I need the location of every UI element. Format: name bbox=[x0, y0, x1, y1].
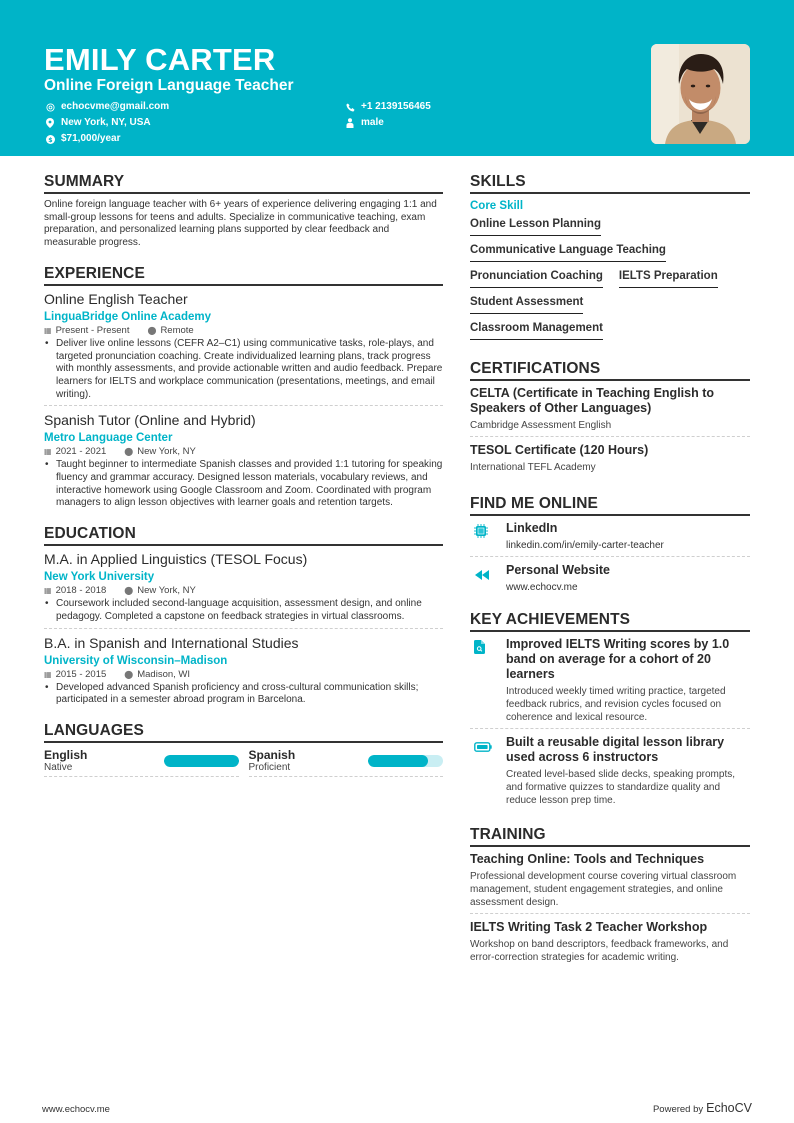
achievement-item bbox=[470, 735, 750, 811]
certification-item bbox=[470, 443, 750, 478]
money-icon bbox=[44, 135, 56, 144]
training-title: Teaching Online: Tools and Techniques bbox=[470, 852, 705, 866]
degree: B.A. in Spanish and International Studies bbox=[44, 634, 299, 651]
languages-section bbox=[44, 721, 443, 777]
degree: M.A. in Applied Linguistics (TESOL Focus) bbox=[44, 551, 308, 568]
location-text: New York, NY, USA bbox=[61, 117, 151, 128]
achievement-desc: Introduced weekly timed writing practice, targeted feedback rubrics, and revision cycles focused on coherence and lexical resource. bbox=[506, 686, 726, 723]
phone-icon bbox=[344, 103, 356, 112]
svg-text:$: $ bbox=[47, 136, 53, 144]
edu-meta bbox=[44, 585, 443, 597]
job-title: Online English Teacher bbox=[44, 290, 188, 307]
calendar-icon: ▦ bbox=[44, 325, 52, 335]
summary-heading: SUMMARY bbox=[44, 172, 443, 194]
candidate-name: EMILY CARTER bbox=[44, 42, 276, 77]
language-list bbox=[44, 748, 443, 777]
edu-location: Madison, WI bbox=[137, 668, 191, 680]
phone-text: +1 2139156465 bbox=[361, 101, 431, 112]
certification-issuer: International TEFL Academy bbox=[470, 462, 596, 473]
language-bar-fill bbox=[368, 755, 428, 767]
certification-title: CELTA (Certificate in Teaching English to Speakers of Other Languages) bbox=[470, 386, 714, 415]
bullet-dot: • bbox=[45, 459, 49, 471]
education-entry bbox=[44, 551, 443, 628]
training-item bbox=[470, 920, 750, 968]
footer-powered-by[interactable] bbox=[653, 1101, 752, 1115]
job-meta bbox=[44, 446, 443, 458]
skill-tag: Pronunciation Coaching bbox=[470, 269, 603, 288]
resume-header bbox=[0, 0, 794, 156]
calendar-icon: ▦ bbox=[44, 669, 52, 679]
online-link-item[interactable] bbox=[470, 521, 750, 557]
online-heading: FIND ME ONLINE bbox=[470, 494, 750, 516]
experience-entry bbox=[44, 412, 443, 514]
contact-location bbox=[44, 117, 151, 129]
employer: Metro Language Center bbox=[44, 432, 173, 445]
bullet-text: Developed advanced Spanish proficiency and cross-cultural communication skills; participated in a semester abroad program in Barcelona. bbox=[56, 681, 419, 706]
job-location: Remote bbox=[160, 324, 194, 336]
skill-tag: Classroom Management bbox=[470, 321, 603, 340]
profile-photo bbox=[651, 44, 750, 144]
achievement-item bbox=[470, 637, 750, 729]
map-pin-icon: ⬤ bbox=[124, 586, 134, 596]
language-bar bbox=[368, 755, 443, 767]
skill-tag: IELTS Preparation bbox=[619, 269, 718, 288]
map-pin-icon: ⬤ bbox=[124, 669, 134, 679]
job-dates: Present - Present bbox=[55, 324, 130, 336]
job-title: Spanish Tutor (Online and Hybrid) bbox=[44, 412, 256, 429]
contact-salary bbox=[44, 133, 121, 145]
skill-category: Core Skill bbox=[470, 200, 524, 212]
language-bar bbox=[164, 755, 239, 767]
job-bullet bbox=[44, 338, 443, 402]
calendar-icon: ▦ bbox=[44, 447, 52, 457]
language-bar-fill bbox=[164, 755, 239, 767]
bullet-dot: • bbox=[45, 337, 49, 349]
at-icon bbox=[44, 103, 56, 112]
school: New York University bbox=[44, 571, 155, 584]
job-dates: 2021 - 2021 bbox=[55, 446, 107, 458]
languages-heading: LANGUAGES bbox=[44, 721, 443, 743]
language-name: Spanish bbox=[248, 747, 296, 762]
training-title: IELTS Writing Task 2 Teacher Workshop bbox=[470, 920, 708, 934]
summary-text: Online foreign language teacher with 6+ years of experience delivering engaging 1:1 and small-group lessons for teens and adults. Specialize in communicative teaching, exam preparation, and personalized learning plans supported by clear feedback and measurable progress. bbox=[44, 199, 437, 249]
education-section bbox=[44, 524, 443, 711]
job-bullet bbox=[44, 459, 443, 510]
education-entry bbox=[44, 635, 443, 711]
skill-tag: Online Lesson Planning bbox=[470, 217, 601, 236]
employer: LinguaBridge Online Academy bbox=[44, 310, 211, 323]
contact-gender bbox=[344, 117, 384, 129]
language-item bbox=[44, 748, 239, 777]
achievements-heading: KEY ACHIEVEMENTS bbox=[470, 610, 750, 632]
experience-section bbox=[44, 264, 443, 514]
salary-text: $71,000/year bbox=[61, 133, 121, 144]
skills-section bbox=[470, 172, 750, 343]
link-title: LinkedIn bbox=[506, 521, 558, 535]
education-heading: EDUCATION bbox=[44, 524, 443, 546]
certifications-section bbox=[470, 359, 750, 478]
rewind-icon bbox=[470, 563, 506, 594]
training-desc: Workshop on band descriptors, feedback frameworks, and error-correction strategies for academic writing. bbox=[470, 939, 729, 963]
person-icon bbox=[344, 118, 356, 128]
bullet-dot: • bbox=[45, 598, 49, 610]
edu-dates: 2015 - 2015 bbox=[55, 668, 107, 680]
map-pin-icon: ⬤ bbox=[124, 447, 134, 457]
skill-tag: Communicative Language Teaching bbox=[470, 243, 666, 262]
achievement-title: Improved IELTS Writing scores by 1.0 band on average for a cohort of 20 learners bbox=[506, 637, 730, 681]
training-section bbox=[470, 825, 750, 968]
experience-heading: EXPERIENCE bbox=[44, 264, 443, 286]
training-item bbox=[470, 852, 750, 914]
skills-heading: SKILLS bbox=[470, 172, 750, 194]
school: University of Wisconsin–Madison bbox=[44, 654, 228, 667]
map-pin-icon bbox=[44, 118, 56, 128]
edu-bullet bbox=[44, 598, 443, 623]
email-text: echocvme@gmail.com bbox=[61, 101, 170, 112]
certification-item bbox=[470, 386, 750, 437]
online-section bbox=[470, 494, 750, 598]
experience-entry bbox=[44, 291, 443, 407]
map-pin-icon: ⬤ bbox=[147, 325, 157, 335]
candidate-title: Online Foreign Language Teacher bbox=[44, 77, 294, 94]
training-desc: Professional development course covering virtual classroom management, student engagement strategies, and online assessment design. bbox=[470, 871, 737, 908]
online-link-item[interactable] bbox=[470, 563, 750, 598]
edu-dates: 2018 - 2018 bbox=[55, 585, 107, 597]
gender-text: male bbox=[361, 117, 384, 128]
brand-name: EchoCV bbox=[706, 1101, 752, 1115]
battery-icon bbox=[470, 735, 506, 807]
contact-email[interactable] bbox=[44, 101, 169, 113]
chip-icon bbox=[470, 521, 506, 552]
bullet-text: Coursework included second-language acquisition, assessment design, and online pedagogy. Completed a capstone on feedback strategies in virtual classrooms. bbox=[56, 598, 422, 622]
summary-section bbox=[44, 172, 443, 250]
job-meta bbox=[44, 325, 443, 337]
certifications-heading: CERTIFICATIONS bbox=[470, 359, 750, 381]
right-column bbox=[470, 172, 750, 982]
link-title: Personal Website bbox=[506, 563, 610, 577]
skill-list bbox=[470, 213, 750, 343]
edu-meta bbox=[44, 669, 443, 681]
footer-website[interactable]: www.echocv.me bbox=[42, 1104, 110, 1115]
file-search-icon bbox=[470, 637, 506, 724]
language-name: English bbox=[44, 747, 88, 762]
training-heading: TRAINING bbox=[470, 825, 750, 847]
link-url[interactable]: linkedin.com/in/emily-carter-teacher bbox=[506, 540, 664, 551]
link-url[interactable]: www.echocv.me bbox=[506, 582, 578, 593]
language-item bbox=[249, 748, 444, 777]
contact-phone[interactable] bbox=[344, 101, 431, 113]
achievements-section bbox=[470, 610, 750, 811]
left-column bbox=[44, 172, 443, 791]
achievement-title: Built a reusable digital lesson library used across 6 instructors bbox=[506, 735, 725, 764]
bullet-text: Taught beginner to intermediate Spanish classes and provided 1:1 tutoring for speaking fluency and grammar accuracy. Designed lesson materials, vocabulary reviews, and interactive homework using Google Classroom and Zoom. Coordinated with program managers to align lesson objectives with learner goals and retention targets. bbox=[56, 459, 443, 509]
certification-issuer: Cambridge Assessment English bbox=[470, 420, 612, 431]
bullet-dot: • bbox=[45, 681, 49, 693]
edu-bullet bbox=[44, 682, 443, 707]
powered-by-label: Powered by bbox=[652, 1104, 704, 1115]
certification-title: TESOL Certificate (120 Hours) bbox=[470, 443, 649, 457]
job-location: New York, NY bbox=[137, 446, 196, 458]
edu-location: New York, NY bbox=[137, 585, 196, 597]
language-level: Proficient bbox=[248, 761, 291, 773]
calendar-icon: ▦ bbox=[44, 586, 52, 596]
achievement-desc: Created level-based slide decks, speaking prompts, and formative quizzes to standardize quality and reduce lesson prep time. bbox=[506, 769, 736, 806]
bullet-text: Deliver live online lessons (CEFR A2–C1) using communicative tasks, role-plays, and targeted pronunciation coaching. Create individualized learning plans, track progress with monthly assessments, and provide actionable written and audio feedback. Prepare learners for IELTS and workplace communication (presentations, meetings, and email writing). bbox=[56, 337, 443, 400]
language-level: Native bbox=[44, 761, 73, 773]
skill-tag: Student Assessment bbox=[470, 295, 583, 314]
